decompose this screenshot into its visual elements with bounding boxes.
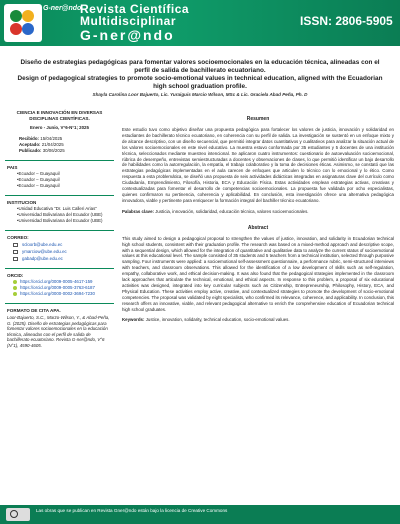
divider	[5, 303, 114, 304]
orcid-list	[13, 279, 116, 297]
orcid-label: ORCID:	[7, 273, 24, 278]
list-item: • Universidad Bolivariana del Ecuador (UBE)	[17, 218, 116, 224]
list-item: • Ecuador – Guayaquil	[17, 177, 116, 183]
page-footer	[0, 505, 400, 524]
resumen-keywords: Palabras clave: Justicia, innovación, solidaridad, educación técnica, valores socioemocionales.	[122, 208, 309, 214]
journal-title-line3: G-ner@ndo	[80, 27, 175, 43]
orcid-icon	[13, 280, 17, 284]
resumen-body: Este estudio tuvo como objetivo diseñar una propuesta pedagógica para fortalecer los valores de justicia, innovación y solidaridad en estudiantes de bachillerato técnico ecuatoriano, en coherencia con su perfil de salida. La investigación se sustentó en un enfoque mixto y de alcance descriptivo, con un diseño secuencial, que permitió integrar datos cuantitativos y cualitativos para analizar la situación actual de los valores socioemocionales en este nivel educativo. La muestra estuvo conformada por 35 estudiantes y 5 docentes de una institución técnica, seleccionados mediante muestreo intencional. Se aplicaron cuatro instrumentos: cuestionario de autoevaluación socioemocional, rúbrica de desempeño, entrevistas semiestructuradas a docentes y observaciones de clases, lo que permitió identificar un bajo desarrollo de habilidades como la autorregulación, la empatía, el trabajo colaborativo y la toma de decisiones éticas. Asimismo, se constató que las estrategias pedagógicas implementadas en el aula carecen de enfoques que articulen lo técnico con lo emocional y lo ético. Como respuesta a esta problemática, se diseñó una propuesta de seis actividades didácticas integradas en asignaturas clave del currículo como Ciudadanía, Emprendimiento, Filosofía, Historia, ECA y Educación Física. Estas actividades emplean estrategias activas, creativas y contextualizadas para fomentar el desarrollo de competencias socioemocionales. La propuesta fue validada por ocho especialistas, quienes confirmaron su pertinencia, coherencia y aplicabilidad. En conclusión, esta investigación ofrece una alternativa pedagógica innovadora, viable y pertinente para enriquecer la formación integral del bachiller técnico ecuatoriano.	[122, 127, 394, 203]
email-link[interactable]: ymarciow@ube.edu.ec	[13, 248, 116, 255]
orcid-link[interactable]: https://orcid.org/0009-0005-4617-159	[13, 279, 116, 285]
issue-period: Enero - Junio, V°6-N°1; 2025	[30, 125, 89, 130]
article-authors: Shayla Carolina Loor Bajuerto, Lic. Yuraiguis Marcio Wilson, MSc & Lic. Graciela Abad Peña, Ph. D	[92, 92, 308, 97]
apa-citation: Loor-Bajuerto, S.C., Marzo-Wilson, Y., & Abad-Peña, G. (2025). Diseño de estrategias pedagógicas para fomentar valores socioemocionales en la educación técnica, alineadas con el perfil de salida de bachillerato ecuatoriano. Revista G-ner@ndo, V°6 (N°1), 4590-4605.	[7, 315, 110, 348]
institucion-label: INSTITUCION	[7, 200, 37, 205]
divider	[5, 268, 114, 269]
divider	[5, 195, 114, 196]
cita-label: FORMATO DE CITA APA.	[7, 308, 61, 313]
list-item: • Ecuador – Guayaquil	[17, 183, 116, 189]
article-title-es: Diseño de estrategias pedagógicas para fomentar valores socioemocionales en la educación técnica, alineadas con el perfil de salida de bachillerato ecuatoriano.	[20, 59, 380, 74]
journal-logo-icon	[4, 4, 42, 42]
orcid-link[interactable]: https://orcid.org/0009-0005-3763-6187	[13, 285, 116, 291]
resumen-title: Resumen	[246, 116, 270, 122]
divider	[5, 230, 114, 231]
license-text: Las obras que se publican en Revista Gner@ndo están bajo la licencia de Creative Commons	[36, 508, 228, 513]
article-sidebar	[3, 106, 116, 498]
journal-header	[0, 0, 400, 46]
institucion-list	[17, 206, 116, 224]
orcid-icon	[13, 292, 17, 296]
logo-name: G-ner@ndo	[43, 5, 82, 12]
divider	[5, 160, 114, 161]
creative-commons-icon	[6, 508, 30, 521]
journal-title-line1: Revista Científica	[80, 2, 190, 16]
issn: ISSN: 2806-5905	[300, 14, 393, 28]
correo-label: CORREO:	[7, 235, 29, 240]
mail-icon	[13, 257, 18, 261]
abstract-body: This study aimed to design a pedagogical proposal to strengthen the values of justice, innovation, and solidarity in Ecuadorian technical high school students, consistent with their graduation profile. The research was based on a mixed-method approach and descriptive scope, with a sequential design, which allowed for the integration of quantitative and qualitative data to analyze the current status of socioemotional values at this educational level. The sample consisted of 35 students and 5 teachers from a technical institution, selected through purposive sampling. Four instruments were applied: a socioemotional self-assessment questionnaire, a performance rubric, semi-structured interviews with teachers, and classroom observations. This allowed for the identification of a low development of skills such as self-regulation, empathy, collaborative work, and ethical decision-making. It was also found that the pedagogical strategies implemented in the classroom lack approaches that articulate the technical, emotional, and ethical aspects. In response to this problem, a proposal of six educational activities was designed, integrated into key curricular subjects such as Citizenship, Entrepreneurship, Philosophy, History, ECA, and Physical Education. These activities employ active, creative, and contextualized strategies to promote the development of socio-emotional competencies. The proposal was validated by eight specialists, who confirmed its relevance, coherence, and applicability. In conclusion, this research offers an innovative, viable, and relevant pedagogical alternative to enrich the comprehensive education of Ecuadorian technical high school graduates.	[122, 235, 394, 312]
list-item: • Unidad Educativa "Dr. Luis Calleri Arias"	[17, 206, 116, 212]
pais-label: PAIS	[7, 165, 18, 170]
article-title-en: Design of pedagogical strategies to promote socio-emotional values in technical education, aligned with the Ecuadorian high school graduation profile.	[17, 75, 383, 90]
orcid-icon	[13, 286, 17, 290]
orcid-link[interactable]: https://orcid.org/0000-0002-3694-7230	[13, 291, 116, 297]
field-heading: CIENCIA E INNOVACIÓN EN DIVERSAS DISCIPLINAS CIENTÍFICAS.	[16, 110, 103, 121]
email-link[interactable]: gabadp@ube.edu.ec	[13, 255, 116, 262]
pais-list	[17, 171, 116, 189]
mail-icon	[13, 243, 18, 247]
abstract-title: Abstract	[247, 224, 269, 231]
email-link[interactable]: scloorb@ube.edu.ec	[13, 241, 116, 248]
article-main	[122, 106, 394, 323]
article-dates: Recibido: 15/04/2025 Aceptado: 21/04/2025 Publicado: 30/06/2025	[19, 136, 65, 153]
list-item: • Ecuador – Guayaquil	[17, 171, 116, 177]
mail-icon	[13, 250, 18, 254]
list-item: • Universidad Bolivariana del Ecuador (UBE)	[17, 212, 116, 218]
email-list	[13, 241, 116, 262]
abstract-keywords: Keywords: Justice, innovation, solidarity, technical education, socio-emotional values.	[122, 317, 290, 323]
journal-title-line2: Multidisciplinar	[80, 14, 177, 28]
